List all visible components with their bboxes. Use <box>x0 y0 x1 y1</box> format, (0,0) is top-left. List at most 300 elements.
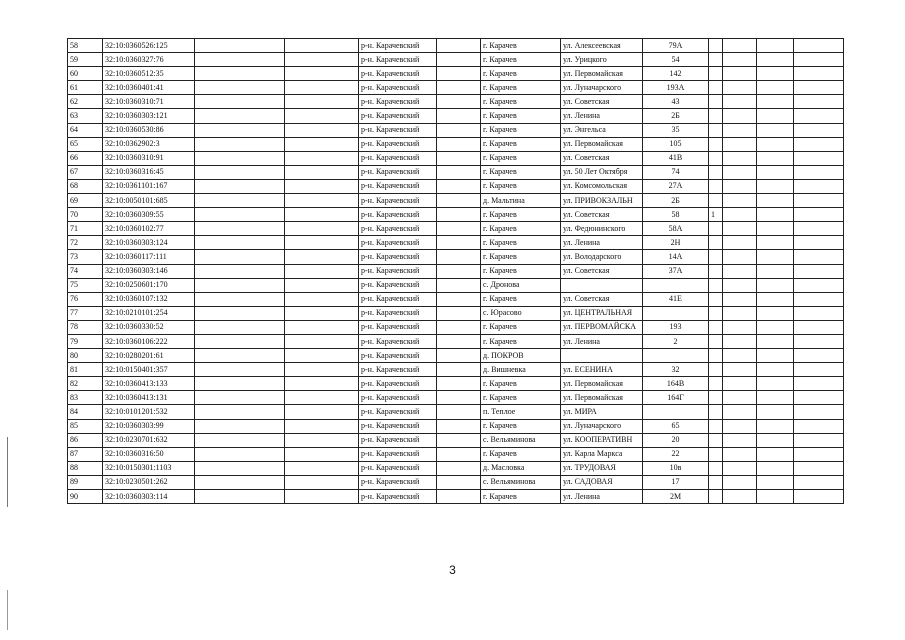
empty-cell <box>757 447 794 461</box>
house-number: 41Е <box>643 292 709 306</box>
empty-cell <box>757 264 794 278</box>
empty-cell <box>757 109 794 123</box>
table-row <box>68 447 844 461</box>
empty-cell <box>794 67 844 81</box>
empty-cell <box>437 475 481 489</box>
empty-cell <box>285 81 359 95</box>
empty-cell <box>285 278 359 292</box>
district: р-н. Карачевский <box>359 306 437 320</box>
empty-cell <box>285 490 359 504</box>
empty-cell <box>195 461 285 475</box>
property-register-table <box>67 38 844 504</box>
district: р-н. Карачевский <box>359 334 437 348</box>
empty-cell <box>437 447 481 461</box>
settlement: г. Карачев <box>481 264 561 278</box>
empty-cell <box>794 179 844 193</box>
empty-cell <box>757 433 794 447</box>
empty-cell <box>195 278 285 292</box>
flag-cell <box>709 137 723 151</box>
flag-cell <box>709 165 723 179</box>
empty-cell <box>723 123 757 137</box>
house-number <box>643 405 709 419</box>
table-row <box>68 151 844 165</box>
district: р-н. Карачевский <box>359 405 437 419</box>
empty-cell <box>723 236 757 250</box>
flag-cell <box>709 405 723 419</box>
empty-cell <box>195 306 285 320</box>
cadastral-number: 32:10:0280201:61 <box>103 349 195 363</box>
empty-cell <box>195 53 285 67</box>
empty-cell <box>195 194 285 208</box>
empty-cell <box>757 165 794 179</box>
empty-cell <box>285 405 359 419</box>
empty-cell <box>195 250 285 264</box>
empty-cell <box>437 334 481 348</box>
empty-cell <box>285 292 359 306</box>
empty-cell <box>794 123 844 137</box>
cadastral-number: 32:10:0360310:91 <box>103 151 195 165</box>
table-row <box>68 137 844 151</box>
empty-cell <box>757 222 794 236</box>
table-row <box>68 306 844 320</box>
empty-cell <box>794 292 844 306</box>
house-number: 35 <box>643 123 709 137</box>
row-number: 71 <box>68 222 103 236</box>
empty-cell <box>437 67 481 81</box>
street: ул. Советская <box>561 264 643 278</box>
empty-cell <box>195 208 285 222</box>
empty-cell <box>794 363 844 377</box>
settlement: с. Вельяминова <box>481 433 561 447</box>
empty-cell <box>723 53 757 67</box>
empty-cell <box>794 419 844 433</box>
row-number: 60 <box>68 67 103 81</box>
table-row <box>68 109 844 123</box>
table-row <box>68 81 844 95</box>
empty-cell <box>723 264 757 278</box>
empty-cell <box>437 306 481 320</box>
empty-cell <box>195 377 285 391</box>
flag-cell <box>709 236 723 250</box>
empty-cell <box>437 236 481 250</box>
empty-cell <box>794 250 844 264</box>
empty-cell <box>285 67 359 81</box>
empty-cell <box>794 39 844 53</box>
empty-cell <box>794 475 844 489</box>
empty-cell <box>285 208 359 222</box>
street: ул. ПЕРВОМАЙСКА <box>561 320 643 334</box>
flag-cell <box>709 320 723 334</box>
empty-cell <box>794 391 844 405</box>
house-number: 2Н <box>643 236 709 250</box>
cadastral-number: 32:10:0361101:167 <box>103 179 195 193</box>
empty-cell <box>437 264 481 278</box>
empty-cell <box>285 194 359 208</box>
empty-cell <box>723 208 757 222</box>
table-row <box>68 208 844 222</box>
flag-cell <box>709 123 723 137</box>
cadastral-number: 32:10:0360401:41 <box>103 81 195 95</box>
settlement: г. Карачев <box>481 53 561 67</box>
flag-cell <box>709 95 723 109</box>
settlement: г. Карачев <box>481 377 561 391</box>
empty-cell <box>723 306 757 320</box>
empty-cell <box>794 349 844 363</box>
empty-cell <box>437 405 481 419</box>
settlement: г. Карачев <box>481 123 561 137</box>
settlement: г. Карачев <box>481 236 561 250</box>
empty-cell <box>723 349 757 363</box>
empty-cell <box>794 377 844 391</box>
empty-cell <box>757 179 794 193</box>
empty-cell <box>723 292 757 306</box>
table-row <box>68 236 844 250</box>
empty-cell <box>437 151 481 165</box>
empty-cell <box>723 278 757 292</box>
empty-cell <box>285 109 359 123</box>
empty-cell <box>757 292 794 306</box>
empty-cell <box>285 447 359 461</box>
empty-cell <box>437 123 481 137</box>
empty-cell <box>285 53 359 67</box>
empty-cell <box>195 334 285 348</box>
empty-cell <box>757 250 794 264</box>
house-number: 193 <box>643 320 709 334</box>
district: р-н. Карачевский <box>359 447 437 461</box>
cadastral-number: 32:10:0210101:254 <box>103 306 195 320</box>
cadastral-number: 32:10:0230501:262 <box>103 475 195 489</box>
flag-cell <box>709 39 723 53</box>
empty-cell <box>723 405 757 419</box>
empty-cell <box>195 264 285 278</box>
settlement: п. Теплое <box>481 405 561 419</box>
district: р-н. Карачевский <box>359 292 437 306</box>
cadastral-number: 32:10:0360303:121 <box>103 109 195 123</box>
table-row <box>68 95 844 109</box>
empty-cell <box>794 194 844 208</box>
empty-cell <box>794 278 844 292</box>
empty-cell <box>723 137 757 151</box>
street: ул. Советская <box>561 292 643 306</box>
house-number: 2М <box>643 490 709 504</box>
house-number <box>643 306 709 320</box>
flag-cell <box>709 222 723 236</box>
empty-cell <box>757 236 794 250</box>
district: р-н. Карачевский <box>359 53 437 67</box>
table-row <box>68 179 844 193</box>
cadastral-number: 32:10:0360316:50 <box>103 447 195 461</box>
cadastral-number: 32:10:0360330:52 <box>103 320 195 334</box>
empty-cell <box>437 391 481 405</box>
empty-cell <box>723 490 757 504</box>
empty-cell <box>285 433 359 447</box>
row-number: 81 <box>68 363 103 377</box>
empty-cell <box>195 292 285 306</box>
settlement: г. Карачев <box>481 208 561 222</box>
empty-cell <box>757 320 794 334</box>
empty-cell <box>794 461 844 475</box>
row-number: 89 <box>68 475 103 489</box>
empty-cell <box>794 137 844 151</box>
settlement: д. Масловка <box>481 461 561 475</box>
settlement: г. Карачев <box>481 334 561 348</box>
district: р-н. Карачевский <box>359 363 437 377</box>
empty-cell <box>285 363 359 377</box>
district: р-н. Карачевский <box>359 250 437 264</box>
empty-cell <box>723 95 757 109</box>
empty-cell <box>794 405 844 419</box>
flag-cell <box>709 278 723 292</box>
table-body <box>68 39 844 504</box>
empty-cell <box>285 461 359 475</box>
settlement: г. Карачев <box>481 151 561 165</box>
empty-cell <box>195 151 285 165</box>
empty-cell <box>723 334 757 348</box>
cadastral-number: 32:10:0360310:71 <box>103 95 195 109</box>
empty-cell <box>757 278 794 292</box>
district: р-н. Карачевский <box>359 461 437 475</box>
empty-cell <box>195 419 285 433</box>
district: р-н. Карачевский <box>359 490 437 504</box>
district: р-н. Карачевский <box>359 194 437 208</box>
empty-cell <box>195 363 285 377</box>
empty-cell <box>794 81 844 95</box>
district: р-н. Карачевский <box>359 349 437 363</box>
street: ул. ПРИВОКЗАЛЬН <box>561 194 643 208</box>
empty-cell <box>723 165 757 179</box>
street: ул. Советская <box>561 208 643 222</box>
empty-cell <box>285 236 359 250</box>
empty-cell <box>757 377 794 391</box>
district: р-н. Карачевский <box>359 320 437 334</box>
flag-cell <box>709 475 723 489</box>
empty-cell <box>437 81 481 95</box>
district: р-н. Карачевский <box>359 165 437 179</box>
row-number: 86 <box>68 433 103 447</box>
empty-cell <box>195 236 285 250</box>
district: р-н. Карачевский <box>359 278 437 292</box>
row-number: 61 <box>68 81 103 95</box>
empty-cell <box>794 264 844 278</box>
cadastral-number: 32:10:0360327:76 <box>103 53 195 67</box>
flag-cell <box>709 292 723 306</box>
empty-cell <box>285 306 359 320</box>
settlement: г. Карачев <box>481 250 561 264</box>
row-number: 75 <box>68 278 103 292</box>
house-number: 164В <box>643 377 709 391</box>
empty-cell <box>195 475 285 489</box>
row-number: 67 <box>68 165 103 179</box>
empty-cell <box>757 137 794 151</box>
flag-cell <box>709 334 723 348</box>
district: р-н. Карачевский <box>359 236 437 250</box>
flag-cell <box>709 67 723 81</box>
empty-cell <box>723 363 757 377</box>
house-number: 105 <box>643 137 709 151</box>
empty-cell <box>794 95 844 109</box>
empty-cell <box>794 334 844 348</box>
empty-cell <box>757 306 794 320</box>
row-number: 59 <box>68 53 103 67</box>
empty-cell <box>285 419 359 433</box>
district: р-н. Карачевский <box>359 81 437 95</box>
flag-cell <box>709 179 723 193</box>
empty-cell <box>723 447 757 461</box>
flag-cell <box>709 447 723 461</box>
district: р-н. Карачевский <box>359 475 437 489</box>
table-row <box>68 363 844 377</box>
empty-cell <box>723 461 757 475</box>
table-row <box>68 433 844 447</box>
empty-cell <box>195 39 285 53</box>
house-number: 41В <box>643 151 709 165</box>
table-row <box>68 264 844 278</box>
settlement: г. Карачев <box>481 419 561 433</box>
district: р-н. Карачевский <box>359 123 437 137</box>
empty-cell <box>195 67 285 81</box>
empty-cell <box>723 419 757 433</box>
flag-cell <box>709 53 723 67</box>
table-row <box>68 334 844 348</box>
table-row <box>68 419 844 433</box>
settlement: г. Карачев <box>481 222 561 236</box>
empty-cell <box>757 475 794 489</box>
settlement: с. Дронова <box>481 278 561 292</box>
house-number <box>643 278 709 292</box>
cadastral-number: 32:10:0101201:532 <box>103 405 195 419</box>
house-number: 142 <box>643 67 709 81</box>
cadastral-number: 32:10:0360512:35 <box>103 67 195 81</box>
settlement: г. Карачев <box>481 67 561 81</box>
empty-cell <box>794 490 844 504</box>
flag-cell <box>709 433 723 447</box>
row-number: 62 <box>68 95 103 109</box>
empty-cell <box>195 222 285 236</box>
settlement: г. Карачев <box>481 320 561 334</box>
street: ул. Федюнинского <box>561 222 643 236</box>
empty-cell <box>723 391 757 405</box>
flag-cell <box>709 349 723 363</box>
flag-cell <box>709 264 723 278</box>
street: ул. Первомайская <box>561 391 643 405</box>
street: ул. Ленина <box>561 490 643 504</box>
house-number: 20 <box>643 433 709 447</box>
district: р-н. Карачевский <box>359 109 437 123</box>
empty-cell <box>723 179 757 193</box>
empty-cell <box>285 222 359 236</box>
house-number: 2Б <box>643 109 709 123</box>
empty-cell <box>757 461 794 475</box>
empty-cell <box>794 236 844 250</box>
settlement: д. Мальтина <box>481 194 561 208</box>
empty-cell <box>723 475 757 489</box>
empty-cell <box>757 53 794 67</box>
row-number: 88 <box>68 461 103 475</box>
empty-cell <box>195 81 285 95</box>
settlement: г. Карачев <box>481 165 561 179</box>
district: р-н. Карачевский <box>359 39 437 53</box>
table-row <box>68 250 844 264</box>
cadastral-number: 32:10:0150301:1103 <box>103 461 195 475</box>
empty-cell <box>757 95 794 109</box>
empty-cell <box>195 405 285 419</box>
cadastral-number: 32:10:0230701:632 <box>103 433 195 447</box>
row-number: 73 <box>68 250 103 264</box>
district: р-н. Карачевский <box>359 391 437 405</box>
flag-cell <box>709 194 723 208</box>
house-number <box>643 349 709 363</box>
row-number: 77 <box>68 306 103 320</box>
flag-cell <box>709 461 723 475</box>
house-number: 2 <box>643 334 709 348</box>
empty-cell <box>437 349 481 363</box>
empty-cell <box>195 109 285 123</box>
row-number: 79 <box>68 334 103 348</box>
table-row <box>68 377 844 391</box>
empty-cell <box>757 67 794 81</box>
cadastral-number: 32:10:0360107:132 <box>103 292 195 306</box>
empty-cell <box>285 39 359 53</box>
empty-cell <box>723 109 757 123</box>
empty-cell <box>285 250 359 264</box>
street: ул. Володарского <box>561 250 643 264</box>
empty-cell <box>437 109 481 123</box>
empty-cell <box>437 461 481 475</box>
empty-cell <box>437 208 481 222</box>
street: ул. Первомайская <box>561 67 643 81</box>
empty-cell <box>757 349 794 363</box>
row-number: 69 <box>68 194 103 208</box>
house-number: 43 <box>643 95 709 109</box>
house-number: 193А <box>643 81 709 95</box>
empty-cell <box>195 137 285 151</box>
empty-cell <box>757 490 794 504</box>
empty-cell <box>285 475 359 489</box>
row-number: 66 <box>68 151 103 165</box>
cadastral-number: 32:10:0360316:45 <box>103 165 195 179</box>
table-row <box>68 53 844 67</box>
flag-cell <box>709 81 723 95</box>
house-number: 2Б <box>643 194 709 208</box>
empty-cell <box>437 320 481 334</box>
row-number: 58 <box>68 39 103 53</box>
empty-cell <box>794 151 844 165</box>
empty-cell <box>437 419 481 433</box>
empty-cell <box>757 39 794 53</box>
settlement: г. Карачев <box>481 137 561 151</box>
empty-cell <box>757 334 794 348</box>
row-number: 80 <box>68 349 103 363</box>
flag-cell <box>709 306 723 320</box>
empty-cell <box>437 278 481 292</box>
house-number: 32 <box>643 363 709 377</box>
empty-cell <box>285 137 359 151</box>
settlement: г. Карачев <box>481 39 561 53</box>
empty-cell <box>437 490 481 504</box>
table-row <box>68 320 844 334</box>
row-number: 82 <box>68 377 103 391</box>
street: ул. Алексеевская <box>561 39 643 53</box>
row-number: 85 <box>68 419 103 433</box>
cadastral-number: 32:10:0360526:125 <box>103 39 195 53</box>
house-number: 27А <box>643 179 709 193</box>
table-row <box>68 475 844 489</box>
street: ул. Луначарского <box>561 419 643 433</box>
empty-cell <box>437 222 481 236</box>
settlement: с. Юрасово <box>481 306 561 320</box>
cadastral-number: 32:10:0250601:170 <box>103 278 195 292</box>
empty-cell <box>195 95 285 109</box>
